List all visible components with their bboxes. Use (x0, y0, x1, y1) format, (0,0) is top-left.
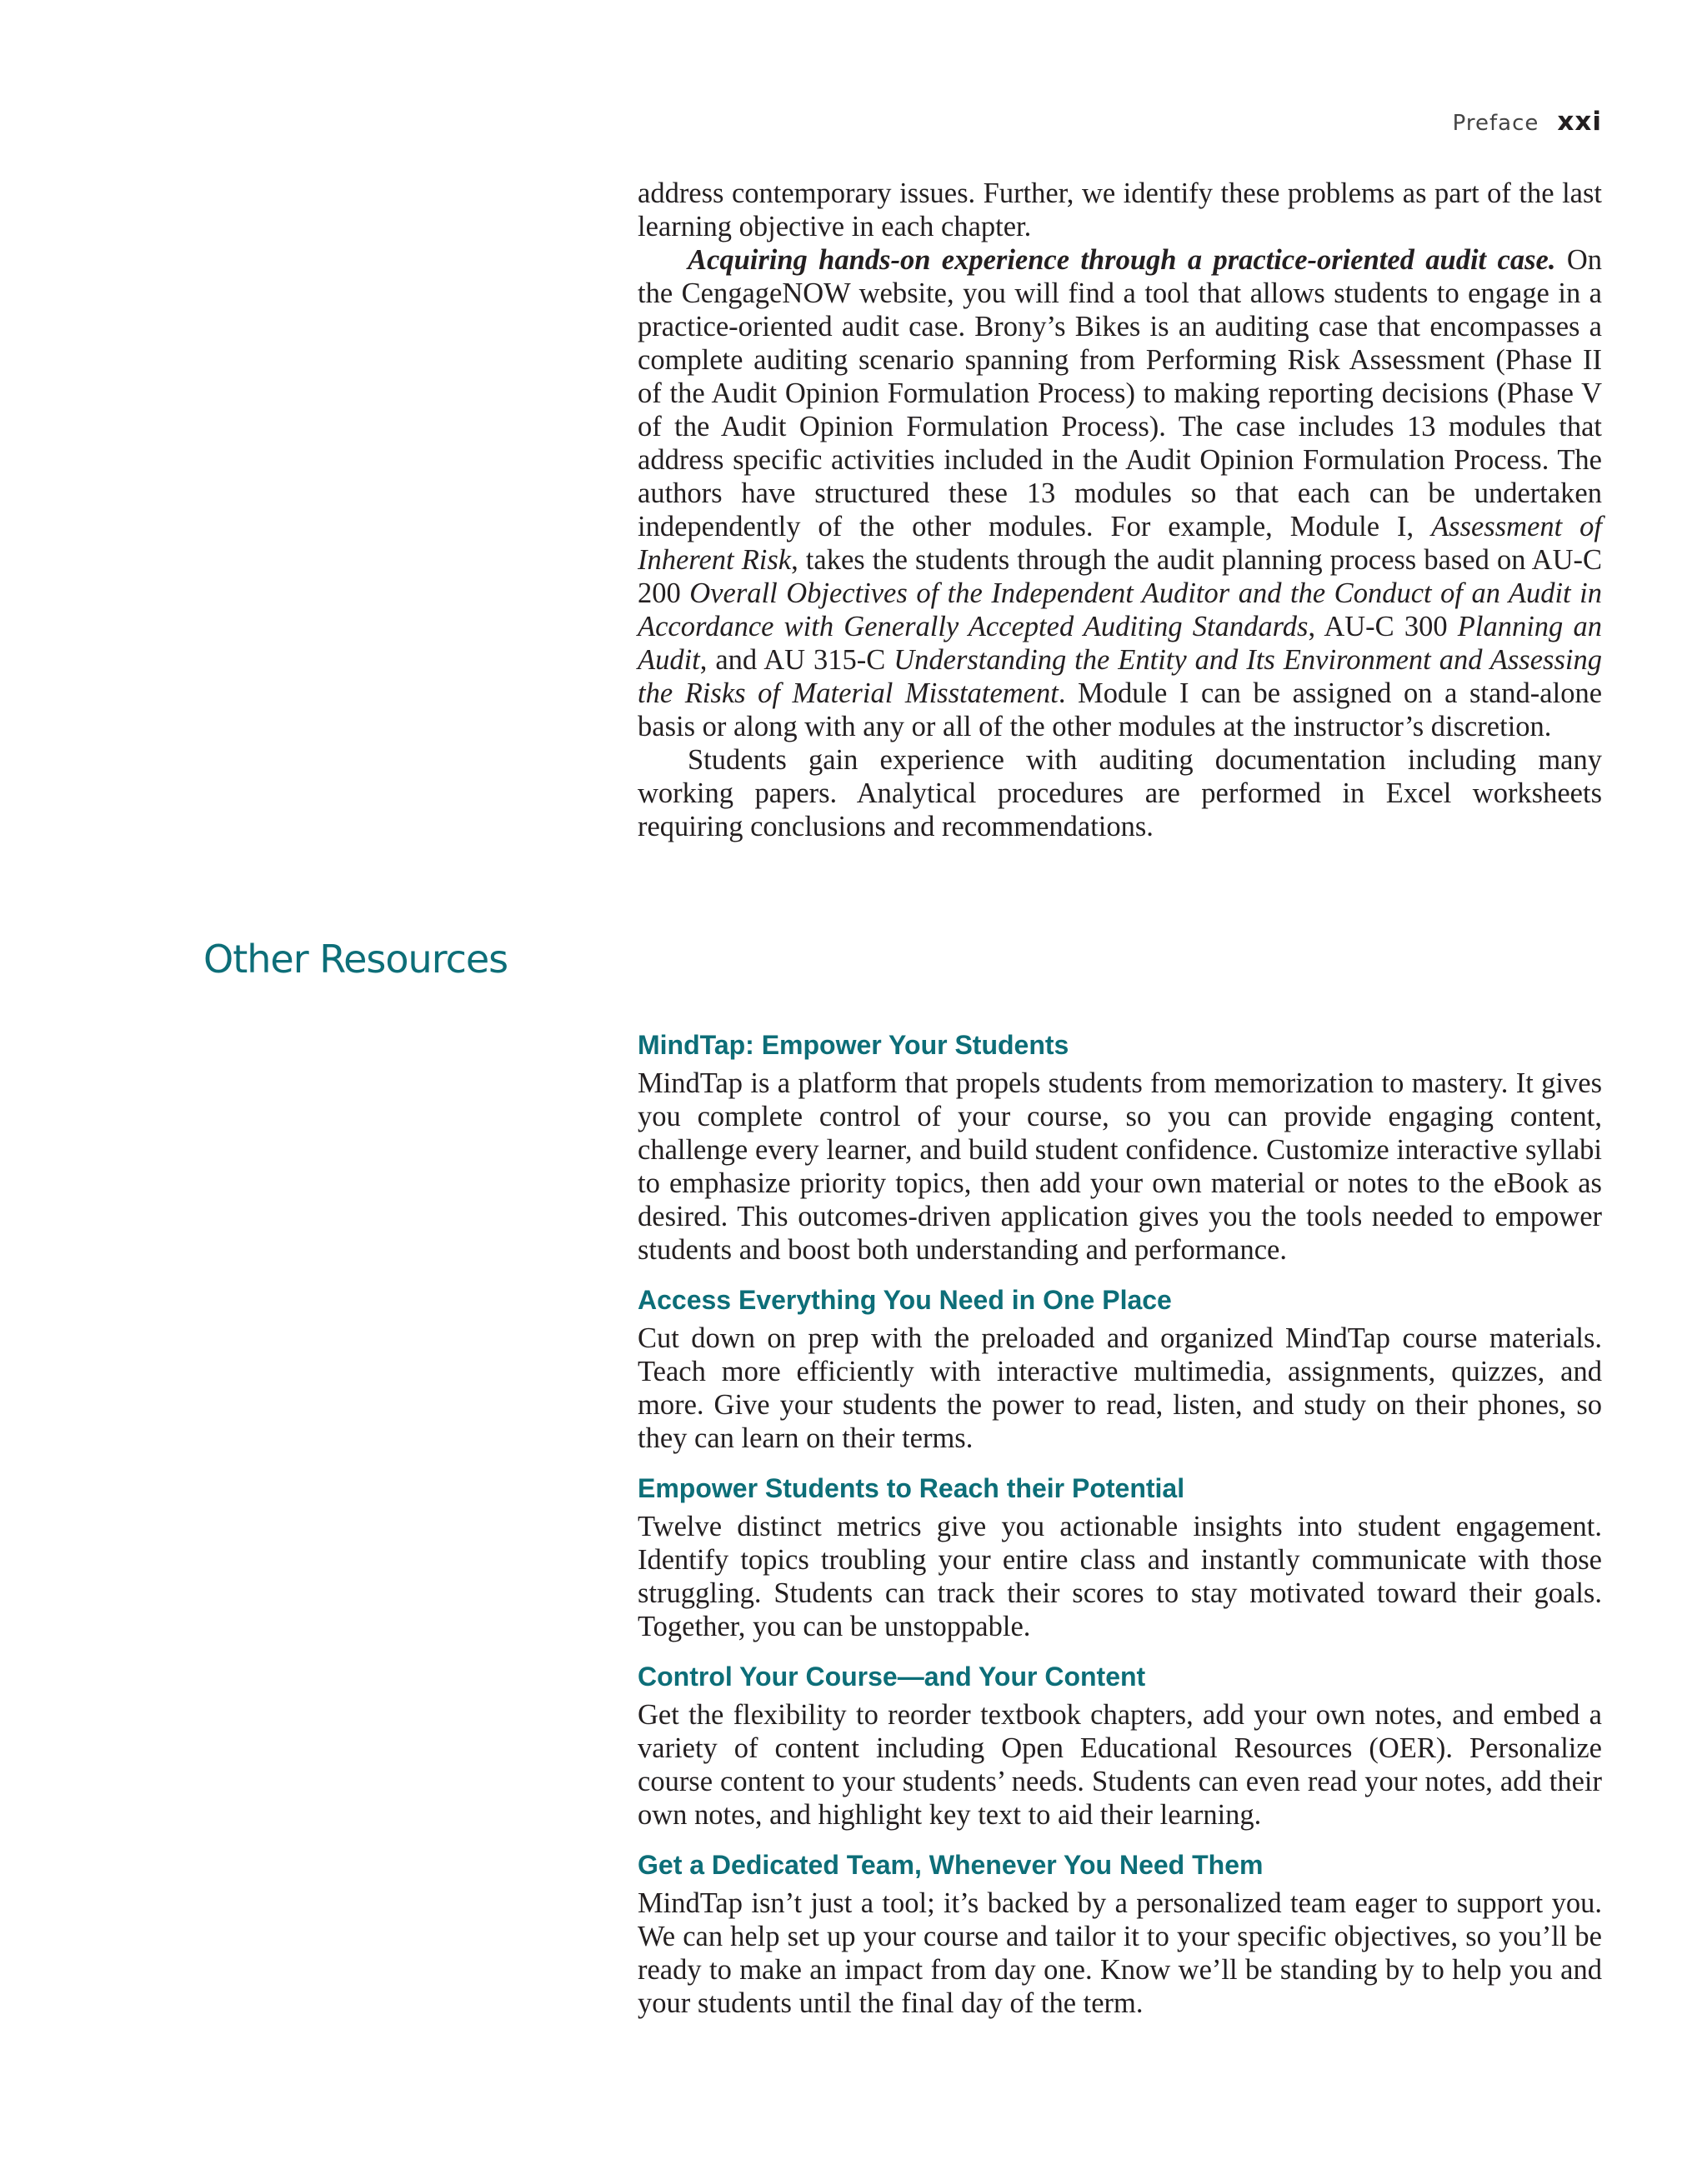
intro-paragraph-3: Students gain experience with auditing documentation including many working papers. Analytical procedures are performed in Excel worksheets requiring conclusions and recommendations. (638, 744, 1602, 842)
resource-heading: Empower Students to Reach their Potential (638, 1473, 1185, 1503)
resource-body: MindTap isn’t just a tool; it’s backed by a personalized team eager to support you. We can help set up your course and tailor it to your specific objectives, so you’ll be ready to make an impact from day one. Know we’ll be standing by to help you and your students until the final day of the term. (638, 1887, 1602, 2019)
running-head-section: Preface (1452, 111, 1539, 136)
intro-italic-run: Overall Objectives of the Independent Auditor and the Conduct of an Audit in Accordance with Generally Accepted Auditing Standards (638, 577, 1602, 642)
resource-heading: Control Your Course—and Your Content (638, 1662, 1146, 1692)
resource-block (638, 1028, 1602, 1267)
resource-body: Get the flexibility to reorder textbook chapters, add your own notes, and embed a variety of content including Open Educational Resources (OER). Personalize course content to your students’ needs. Students can even read your notes, add their own notes, and highlight key text to aid their learning. (638, 1699, 1602, 1831)
intro-text-run: On the CengageNOW website, you will find a tool that allows students to engage in a practice-oriented audit case. Brony’s Bikes is an auditing case that encompasses a complete auditing scenario spanning from Performing Risk Assessment (Phase II of the Audit Opinion Formulation Process) to making reporting decisions (Phase V of the Audit Opinion Formulation Process). The case includes 13 modules that address specific activities included in the Audit Opinion Formulation Process. The authors have structured these 13 modules so that each can be undertaken independently of the other modules. For example, Module I, (638, 244, 1602, 542)
resource-heading: Access Everything You Need in One Place (638, 1285, 1172, 1315)
intro-text-run: . Module I can be assigned on a stand-alone basis or along with any or all of the other modules at the instructor’s discretion. (638, 677, 1603, 742)
resource-heading: MindTap: Empower Your Students (638, 1030, 1069, 1060)
page-number: xxi (1557, 107, 1602, 137)
resource-block (638, 1472, 1602, 1643)
resource-body: Twelve distinct metrics give you actionable insights into student engagement. Identify topics troubling your entire class and instantly communicate with those struggling. Students can track their scores to stay motivated toward their goals. Together, you can be unstoppable. (638, 1511, 1602, 1642)
intro-text-run: , and AU 315-C (699, 644, 894, 676)
intro-text-run: , AU-C 300 (1308, 611, 1458, 642)
intro-italic-run: Understanding the Entity and Its Environment and Assessing the Risks of Material Misstatement (638, 644, 1602, 709)
intro-paragraph-1: address contemporary issues. Further, we identify these problems as part of the last learning objective in each chapter. (638, 177, 1602, 242)
intro-text-run: , takes the students through the audit planning process based on AU-C 200 (638, 544, 1602, 609)
resource-block (638, 1660, 1602, 1832)
intro-italic-run: Assessment of Inherent Risk (638, 511, 1602, 576)
intro-text (638, 177, 1602, 843)
resource-body: MindTap is a platform that propels students from memorization to mastery. It gives you complete control of your course, so you can provide engaging content, challenge every learner, and build student confidence. Customize interactive syllabi to emphasize priority topics, then add your own material or notes to the eBook as desired. This outcomes-driven application gives you the tools needed to empower students and boost both understanding and performance. (638, 1067, 1602, 1266)
intro-paragraph-2-lead: Acquiring hands-on experience through a practice-oriented audit case. (688, 244, 1556, 276)
resources-text (638, 1028, 1602, 2037)
resource-block (638, 1848, 1602, 2020)
resource-block (638, 1283, 1602, 1455)
section-title: Other Resources (203, 937, 508, 982)
resource-body: Cut down on prep with the preloaded and organized MindTap course materials. Teach more efficiently with interactive multimedia, assignments, quizzes, and more. Give your students the power to read, listen, and study on their phones, so they can learn on their terms. (638, 1322, 1602, 1454)
intro-paragraph-2 (638, 243, 1602, 743)
intro-italic-run: Planning an Audit (638, 611, 1602, 676)
running-head (1453, 107, 1602, 137)
resource-heading: Get a Dedicated Team, Whenever You Need Them (638, 1850, 1264, 1880)
